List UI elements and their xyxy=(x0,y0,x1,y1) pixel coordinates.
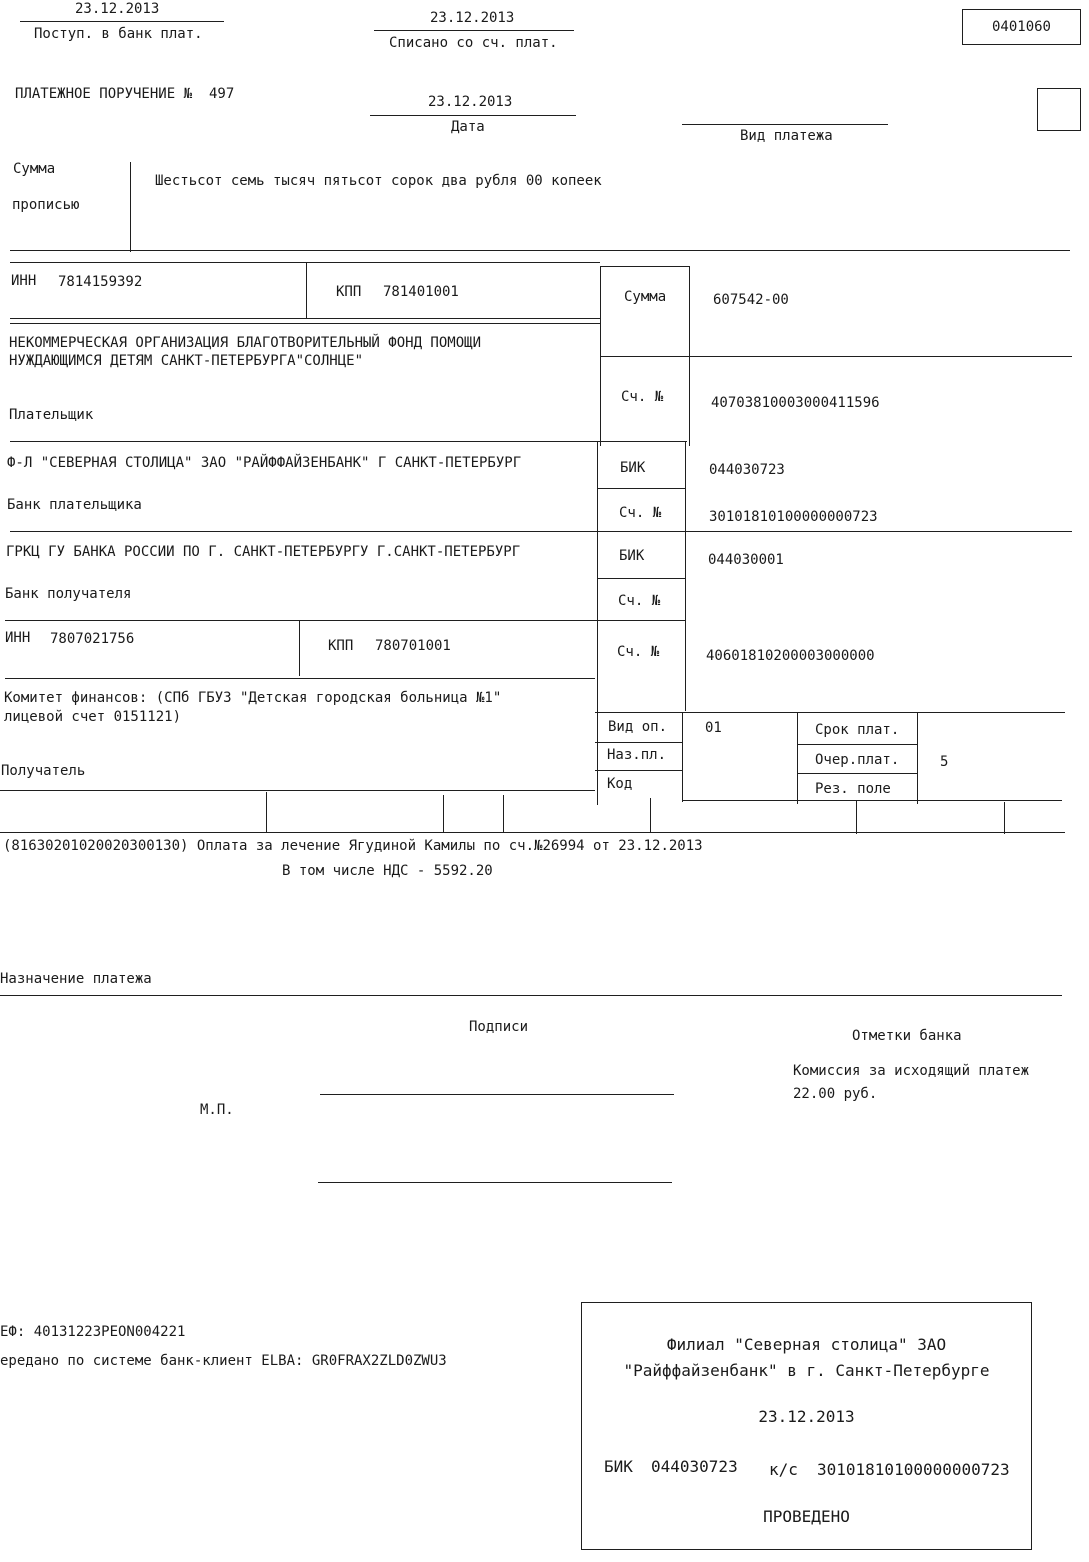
payee-name-line1: Комитет финансов: (СПб ГБУЗ "Детская городская больница №1" xyxy=(4,690,502,706)
payee-account: 40601810200003000000 xyxy=(706,648,875,664)
payee-kpp-label: КПП xyxy=(328,638,354,654)
priority-label: Очер.плат. xyxy=(815,752,900,768)
grid-line xyxy=(503,795,504,833)
grid-line xyxy=(917,712,918,804)
ef-number: ЕФ: 40131223PEON004221 xyxy=(0,1324,186,1340)
reserve-label: Рез. поле xyxy=(815,781,891,797)
signatures-label: Подписи xyxy=(469,1019,529,1035)
grid-line xyxy=(5,620,685,621)
grid-line xyxy=(797,773,917,774)
bank-stamp-ks: 30101810100000000723 xyxy=(817,1460,1010,1479)
transfer-info: ередано по системе банк-клиент ELBA: GR0FRAX2ZLD0ZWU3 xyxy=(0,1353,447,1369)
grid-line xyxy=(595,712,1065,713)
status-code-box xyxy=(1037,88,1081,131)
priority-value: 5 xyxy=(940,754,949,770)
purpose-line2: В том числе НДС - 5592.20 xyxy=(282,863,493,879)
grid-line xyxy=(597,488,685,489)
payee-bank-account-label: Сч. № xyxy=(618,593,661,609)
payer-account-label: Сч. № xyxy=(621,389,664,405)
grid-line xyxy=(1004,802,1005,834)
op-type-value: 01 xyxy=(705,720,722,736)
payer-kpp: 781401001 xyxy=(383,284,459,300)
grid-line xyxy=(595,742,682,743)
bank-marks-label: Отметки банка xyxy=(852,1028,962,1044)
purpose-bottom-line xyxy=(0,995,1062,996)
payer-inn-label: ИНН xyxy=(11,273,37,289)
grid-line xyxy=(10,531,1072,532)
payer-inn: 7814159392 xyxy=(58,274,143,290)
payer-bank-account-label: Сч. № xyxy=(619,505,662,521)
purpose-line1: (81630201020020300130) Оплата за лечение Ягудиной Камилы по сч.№26994 от 23.12.2013 xyxy=(3,838,703,854)
stamp-place: М.П. xyxy=(200,1102,234,1118)
grid-line xyxy=(797,744,917,745)
payer-bank-name: Ф-Л "СЕВЕРНАЯ СТОЛИЦА" ЗАО "РАЙФФАЙЗЕНБАНК" Г САНКТ-ПЕТЕРБУРГ xyxy=(7,455,522,471)
payer-sum-label: Сумма xyxy=(624,289,667,305)
grid-line xyxy=(600,266,690,267)
signature-line-2 xyxy=(318,1182,672,1183)
payer-kpp-label: КПП xyxy=(336,284,362,300)
bank-stamp-date: 23.12.2013 xyxy=(758,1407,855,1426)
payee-kpp: 780701001 xyxy=(375,638,451,654)
received-date: 23.12.2013 xyxy=(75,1,160,17)
bank-stamp-line1: Филиал "Северная столица" ЗАО xyxy=(666,1335,947,1354)
payer-bank-bik-label: БИК xyxy=(620,460,646,476)
order-date-line xyxy=(370,115,576,116)
payer-name-line1: НЕКОММЕРЧЕСКАЯ ОРГАНИЗАЦИЯ БЛАГОТВОРИТЕЛЬНЫЙ ФОНД ПОМОЩИ xyxy=(9,335,482,351)
signature-line-1 xyxy=(320,1094,674,1095)
grid-line xyxy=(856,800,857,834)
grid-line xyxy=(266,792,267,832)
bank-stamp-line2: "Райффайзенбанк" в г. Санкт-Петербурге xyxy=(623,1361,990,1380)
payee-bank-bik-label: БИК xyxy=(619,548,645,564)
payer-account: 40703810003000411596 xyxy=(711,395,880,411)
grid-line xyxy=(10,323,600,324)
grid-line xyxy=(299,620,300,676)
payer-bank-bik: 044030723 xyxy=(709,462,785,478)
payer-bank-label: Банк плательщика xyxy=(7,497,142,513)
term-label: Срок плат. xyxy=(815,722,900,738)
received-label: Поступ. в банк плат. xyxy=(34,26,203,42)
commission-line1: Комиссия за исходящий платеж xyxy=(793,1063,1030,1079)
grid-line xyxy=(10,262,600,263)
form-code: 0401060 xyxy=(991,19,1051,35)
grid-line xyxy=(595,770,682,771)
bank-stamp-status: ПРОВЕДЕНО xyxy=(763,1507,850,1526)
amount-words-text: Шестьсот семь тысяч пятьсот сорок два рубля 00 копеек xyxy=(155,173,602,189)
grid-line xyxy=(682,712,683,802)
payee-bank-bik: 044030001 xyxy=(708,552,784,568)
payer-bank-account: 30101810100000000723 xyxy=(709,509,878,525)
form-code-box xyxy=(962,9,1081,45)
code-label: Код xyxy=(607,776,633,792)
bank-stamp-bik-label: БИК xyxy=(604,1457,633,1476)
grid-line xyxy=(685,441,686,711)
grid-line xyxy=(10,250,1070,251)
grid-line xyxy=(306,262,307,318)
order-title: ПЛАТЕЖНОЕ ПОРУЧЕНИЕ № xyxy=(15,86,193,102)
payee-bank-label: Банк получателя xyxy=(5,586,132,602)
payee-name-line2: лицевой счет 0151121) xyxy=(4,709,182,725)
purpose-code-label: Наз.пл. xyxy=(607,747,667,763)
payment-type-line xyxy=(682,124,888,125)
grid-line xyxy=(10,318,600,319)
grid-line xyxy=(597,578,685,579)
bank-stamp-bik: 044030723 xyxy=(651,1457,738,1476)
bank-stamp xyxy=(581,1302,1032,1550)
order-date: 23.12.2013 xyxy=(428,94,513,110)
debited-label: Списано со сч. плат. xyxy=(389,35,558,51)
op-type-label: Вид оп. xyxy=(608,719,668,735)
grid-line xyxy=(0,832,1065,833)
debited-date: 23.12.2013 xyxy=(430,10,515,26)
grid-line xyxy=(682,800,1062,801)
payment-type-label: Вид платежа xyxy=(740,128,833,144)
grid-line xyxy=(797,712,798,804)
amount-words-divider xyxy=(130,162,131,252)
payee-inn-label: ИНН xyxy=(5,630,31,646)
grid-line xyxy=(5,678,595,679)
grid-line xyxy=(650,798,651,833)
payer-name-line2: НУЖДАЮЩИМСЯ ДЕТЯМ САНКТ-ПЕТЕРБУРГА"СОЛНЦЕ" xyxy=(9,353,364,369)
payee-label: Получатель xyxy=(1,763,86,779)
order-date-label: Дата xyxy=(451,119,485,135)
grid-line xyxy=(600,356,1072,357)
debited-date-line xyxy=(374,30,574,31)
payee-bank-name: ГРКЦ ГУ БАНКА РОССИИ ПО Г. САНКТ-ПЕТЕРБУРГУ Г.САНКТ-ПЕТЕРБУРГ xyxy=(6,544,521,560)
payer-sum: 607542-00 xyxy=(713,292,789,308)
purpose-label: Назначение платежа xyxy=(0,971,152,987)
grid-line xyxy=(10,441,687,442)
payee-inn: 7807021756 xyxy=(50,631,135,647)
order-number: 497 xyxy=(209,86,235,102)
grid-line xyxy=(597,441,598,805)
commission-line2: 22.00 руб. xyxy=(793,1086,878,1102)
received-date-line xyxy=(20,21,224,22)
amount-words-label-2: прописью xyxy=(12,197,80,213)
grid-line xyxy=(443,795,444,833)
bank-stamp-ks-label: к/с xyxy=(769,1460,798,1479)
payee-account-label: Сч. № xyxy=(617,644,660,660)
grid-line xyxy=(0,790,595,791)
payer-label: Плательщик xyxy=(9,407,94,423)
amount-words-label-1: Сумма xyxy=(13,161,56,177)
